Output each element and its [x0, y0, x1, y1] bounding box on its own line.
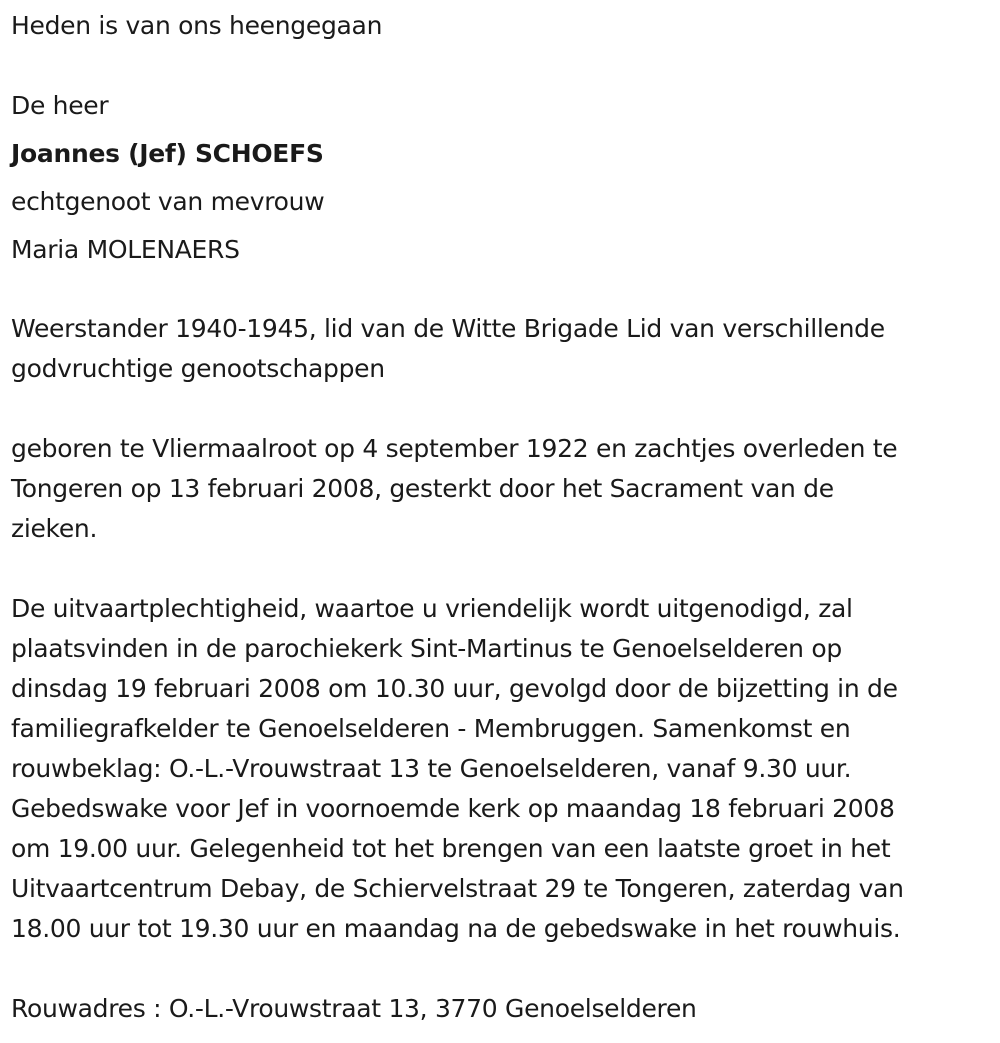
salutation: De heer [11, 91, 109, 120]
birth-death-line: zieken. [11, 514, 98, 543]
funeral-line: 18.00 uur tot 19.30 uur en maandag na de gebedswake in het rouwhuis. [11, 914, 901, 943]
funeral-line: Uitvaartcentrum Debay, de Schiervelstraat 29 te Tongeren, zaterdag van [11, 874, 904, 903]
birth-death-paragraph [11, 429, 989, 549]
funeral-line: plaatsvinden in de parochiekerk Sint-Martinus te Genoelselderen op [11, 634, 842, 663]
funeral-line: familiegrafkelder te Genoelselderen - Membruggen. Samenkomst en [11, 714, 851, 743]
memberships-line: Weerstander 1940-1945, lid van de Witte Brigade Lid van verschillende [11, 314, 885, 343]
funeral-line: rouwbeklag: O.-L.-Vrouwstraat 13 te Genoelselderen, vanaf 9.30 uur. [11, 754, 852, 783]
funeral-line: om 19.00 uur. Gelegenheid tot het brengen van een laatste groet in het [11, 834, 891, 863]
mourning-address: Rouwadres : O.-L.-Vrouwstraat 13, 3770 Genoelselderen [11, 994, 697, 1023]
spouse-name: Maria MOLENAERS [11, 235, 240, 264]
funeral-paragraph [11, 589, 989, 949]
memberships-paragraph [11, 309, 989, 389]
memberships-line: godvruchtige genootschappen [11, 354, 385, 383]
funeral-line: De uitvaartplechtigheid, waartoe u vriendelijk wordt uitgenodigd, zal [11, 594, 853, 623]
birth-death-line: Tongeren op 13 februari 2008, gesterkt door het Sacrament van de [11, 474, 834, 503]
birth-death-line: geboren te Vliermaalroot op 4 september 1922 en zachtjes overleden te [11, 434, 898, 463]
funeral-line: dinsdag 19 februari 2008 om 10.30 uur, gevolgd door de bijzetting in de [11, 674, 898, 703]
funeral-line: Gebedswake voor Jef in voornoemde kerk op maandag 18 februari 2008 [11, 794, 895, 823]
spouse-label: echtgenoot van mevrouw [11, 187, 325, 216]
intro-text: Heden is van ons heengegaan [11, 11, 383, 40]
deceased-name: Joannes (Jef) SCHOEFS [11, 139, 324, 168]
